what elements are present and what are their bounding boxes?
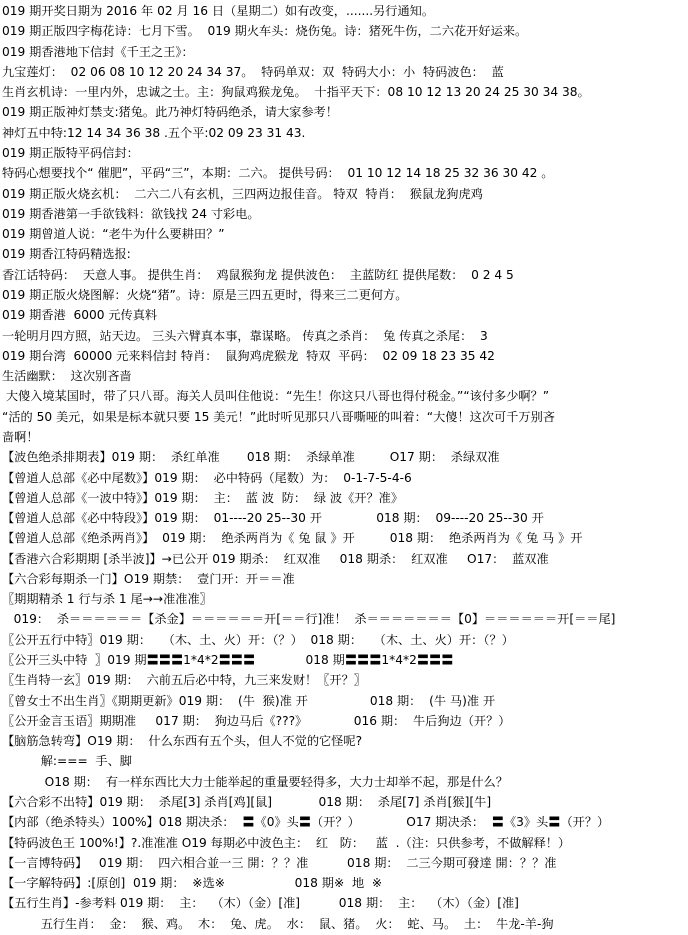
text-line: 五行生肖： 金： 猴、鸡。 木： 兔、虎。 水： 鼠、猪。 火： 蛇、马。 土： 牛龙-羊-狗 [2, 916, 554, 931]
text-line: 【一字解特码】:[原创] 019 期： ※选※ 018 期※ 地 ※ [2, 876, 383, 891]
text-line: 〖曾女士不出生肖〗《期期更新》019 期： (牛 猴)准 开 018 期： (牛 马)准 开 [2, 693, 496, 708]
text-line: 【香港六合彩期期 [杀半波]】→已公开 019 期杀： 红双准 018 期杀： 红双准 O17： 蓝双准 [2, 551, 549, 566]
text-line: 〖期期精杀 1 行与杀 1 尾→→准准准〗 [2, 592, 212, 607]
text-line: 【曾道人总部《绝杀两肖》】 019 期： 绝杀两肖为《 兔 鼠 》开 018 期： 绝杀两肖为《 兔 马 》开 [2, 531, 583, 546]
text-line: 【曾道人总部《一波中特》】019 期： 主： 蓝 波 防： 绿 波《开？准》 [2, 490, 404, 505]
text-line: 019 期曾道人说：“老牛为什么要耕田？” [2, 227, 225, 242]
text-line: 【内部（绝杀特头）100%】018 期决杀： 〓《0》头〓（开？） O17 期决杀： 〓《3》头〓（开？） [2, 815, 610, 830]
text-line: 九宝莲灯： 02 06 08 10 12 20 24 34 37。 特码单双：双 特码大小：小 特码波色： 蓝 [2, 64, 504, 79]
text-line: 【曾道人总部《必中尾数》】019 期： 必中特码（尾数）为： 0-1-7-5-4-6 [2, 470, 412, 485]
text-line: 【六合彩每期杀一门】O19 期禁： 壹门开：开＝＝准 [2, 571, 295, 586]
text-line: 【曾道人总部《必中特段》】019 期： 01----20 25--30 开 018 期： 09----20 25--30 开 [2, 511, 544, 526]
text-line: 神灯五中特:12 14 34 36 38 .五个平:02 09 23 31 43. [2, 125, 306, 140]
text-line: 〖公开五行中特〗019 期： （木、土、火）开：（？） 018 期： （木、土、火）开：（？） [2, 632, 514, 647]
text-line: 大傻入境某国时，带了只八哥。海关人员叫住他说：“先生！你这只八哥也得付税金。”“该付多少啊？” [2, 389, 550, 404]
text-line: 019 期台湾 60000 元来料信封 特肖： 鼠狗鸡虎猴龙 特双 平码： 02 09 18 23 35 42 [2, 348, 495, 363]
text-line: 019 期香港第一手欲钱料：欲钱找 24 寸彩电。 [2, 206, 260, 221]
text-line: 019： 杀＝＝＝＝＝＝【杀金】＝＝＝＝＝＝开[＝＝行]准！ 杀＝＝＝＝＝＝＝【0】＝＝＝＝＝＝开[＝＝尾] [2, 612, 616, 627]
text-line: 特码心想要找个“ 催肥”，平码“三”，本期：二六。 提供号码： 01 10 12 14 18 25 32 36 30 42 。 [2, 166, 554, 181]
text-line: 【脑筋急转弯】O19 期： 什么东西有五个头，但人不觉的它怪呢? [2, 734, 363, 749]
text-line: 019 期开奖日期为 2016 年 02 月 16 日（星期二）如有改变，.......另行通知。 [2, 4, 435, 18]
text-line: O18 期： 有一样东西比大力士能举起的重量要轻得多，大力士却举不起，那是什么？ [2, 774, 508, 789]
text-line: 019 期正版四字梅花诗：七月下雪。 019 期火车头：烧伤兔。诗：猪死牛伤，二六花开好运来。 [2, 24, 528, 39]
text-line: 〖公开金言玉语〗期期准 017 期： 狗边马后《???》 016 期： 牛后狗边（开？） [2, 713, 511, 728]
text-line: 一轮明月四方照，站天边。 三头六臂真本事，靠谋略。 传真之杀肖： 兔 传真之杀尾： 3 [2, 328, 488, 343]
text-line: 【一言博特码】 019 期： 四六相合並一三 開：？？准 018 期： 二三今期可發達 開：？？准 [2, 855, 557, 870]
text-line: “活的 50 美元，如果是标本就只要 15 美元！”此时听见那只八哥嘶哑的叫着：“大傻！这次可千万别吝 [2, 409, 555, 424]
text-line: 生活幽默： 这次别吝啬 [2, 369, 132, 384]
text-line: 019 期香港 6000 元传真料 [2, 308, 158, 323]
text-line: 香江话特码： 天意人事。 提供生肖： 鸡鼠猴狗龙 提供波色： 主蓝防红 提供尾数： 0 2 4 5 [2, 267, 514, 282]
text-line: 【特码波色王 100%!】?.准准准 O19 每期必中波色主： 红 防： 蓝 .（注：只供参考，不做解释！） [2, 835, 571, 850]
text-line: 〖生肖特一玄〗019 期： 六前五后必中特，九三来发财！〖开？〗 [2, 673, 366, 688]
text-line: 生肖玄机诗：一里内外，忠诚之士。主：狗鼠鸡猴龙兔。 十指平天下：08 10 12 13 20 24 25 30 34 38。 [2, 85, 590, 100]
text-line: 019 期正版特平码信封： [2, 145, 139, 160]
text-line: 啬啊！ [2, 429, 39, 444]
text-line: 019 期正版神灯禁支:猪兔。此乃神灯特码绝杀，请大家参考！ [2, 105, 338, 120]
text-line: 019 期香江特码精选报: [2, 247, 131, 262]
text-line: 【六合彩不出特】019 期： 杀尾[3] 杀肖[鸡][鼠] 018 期： 杀尾[7] 杀肖[猴][牛] [2, 795, 492, 810]
text-line: 〖公开三头中特 〗019 期〓〓〓1*4*2〓〓〓 018 期〓〓〓1*4*2〓〓〓 [2, 653, 454, 668]
text-line: 【五行生肖】-参考料 019 期： 主： （木）（金）[准] 018 期： 主： （木）（金）[准] [2, 896, 519, 911]
text-line: 019 期正版火烧玄机： 二六二八有玄机，三四两边报佳音。 特双 特肖： 猴鼠龙狗虎鸡 [2, 186, 483, 201]
text-line: 019 期香港地下信封《千王之王》： [2, 44, 194, 59]
text-line: 【波色绝杀排期表】019 期： 杀红单准 018 期： 杀绿单准 O17 期： 杀绿双准 [2, 450, 500, 465]
text-line: 019 期正版火烧图解：火烧“猪”。诗：原是三四五更时，得来三二更何方。 [2, 287, 408, 302]
text-line: 解:=== 手、脚 [2, 754, 132, 769]
